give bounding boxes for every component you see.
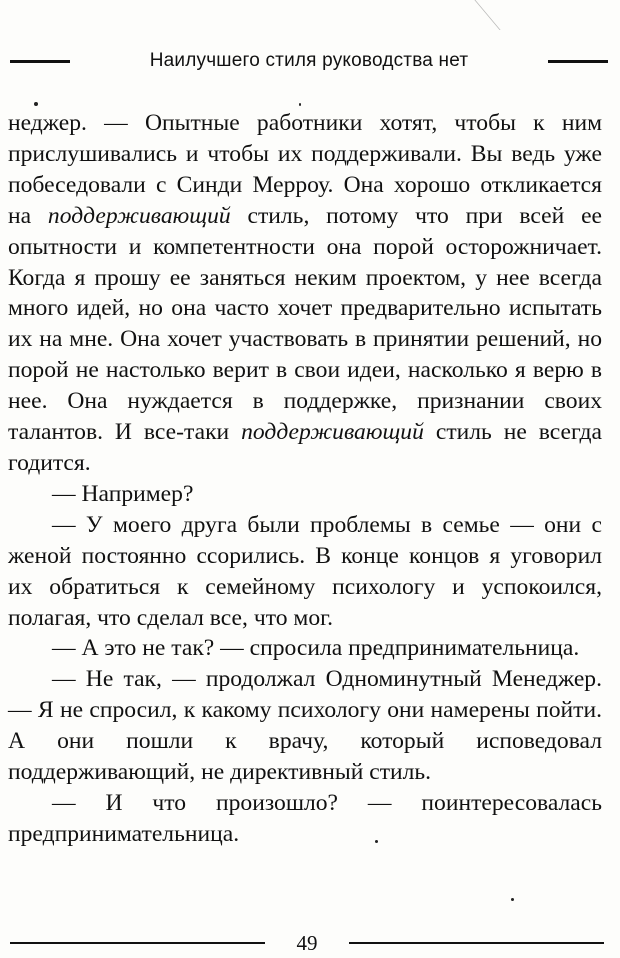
dialogue-line: — А это не так? — спросила предпринимательница. [52, 635, 580, 662]
dialogue-line: — Не так, — продолжал Одноминутный Менеджер. — Я не спросил, к какому психологу они намерены пойти. А они пошли к врачу, который исповедовал поддерживающий, не директивный стиль. [8, 666, 602, 786]
paragraph [8, 510, 602, 634]
text-run: неджер. — Опытные работники хотят, чтобы к ним прислушивались и чтобы их поддерживали. Вы ведь уже побеседовали с Синди Мерроу. Она хорошо откликается на [8, 110, 602, 229]
page-footer [8, 928, 612, 958]
scan-speck [34, 102, 38, 106]
paragraph [8, 479, 602, 510]
italic-term: поддерживающий [241, 419, 424, 446]
dialogue-line: — Например? [52, 480, 194, 507]
header-rule-right [548, 60, 608, 63]
paragraph [8, 664, 602, 788]
running-head: Наилучшего стиля руководства нет [149, 50, 469, 71]
scan-speck [511, 898, 514, 901]
paragraph [8, 108, 602, 479]
dialogue-line: — У моего друга были проблемы в семье — они с женой постоянно ссорились. В конце концов я уговорил их обратиться к семейному психологу и успокоился, полагая, что сделал все, что мог. [8, 511, 602, 631]
paragraph [8, 633, 602, 664]
text-run: стиль, потому что при всей ее опытности и компетентности она порой осторожничает. Когда я прошу ее заняться неким проектом, у нее всегда много идей, но она часто хочет предварительно испытать их на мне. Она хочет участвовать в принятии решений, но порой не настолько верит в свои идеи, насколько я верю в нее. Она нуждается в поддержке, признании своих талантов. И все-таки [8, 202, 603, 446]
paragraph [8, 788, 602, 850]
footer-rule-left [10, 942, 265, 944]
italic-term: поддерживающий [47, 202, 231, 229]
header-rule-left [10, 60, 70, 63]
scan-artifact-line [442, 0, 500, 30]
text-run: стиль не всегда годится. [8, 419, 602, 476]
page-number: 49 [296, 930, 318, 955]
body-text [8, 108, 602, 850]
dialogue-line: — И что произошло? — поинтересовалась предпринимательница. [8, 789, 602, 847]
footer-rule-right [349, 942, 604, 944]
page-header [8, 44, 612, 78]
scan-speck [375, 840, 378, 843]
scan-speck [299, 103, 301, 106]
